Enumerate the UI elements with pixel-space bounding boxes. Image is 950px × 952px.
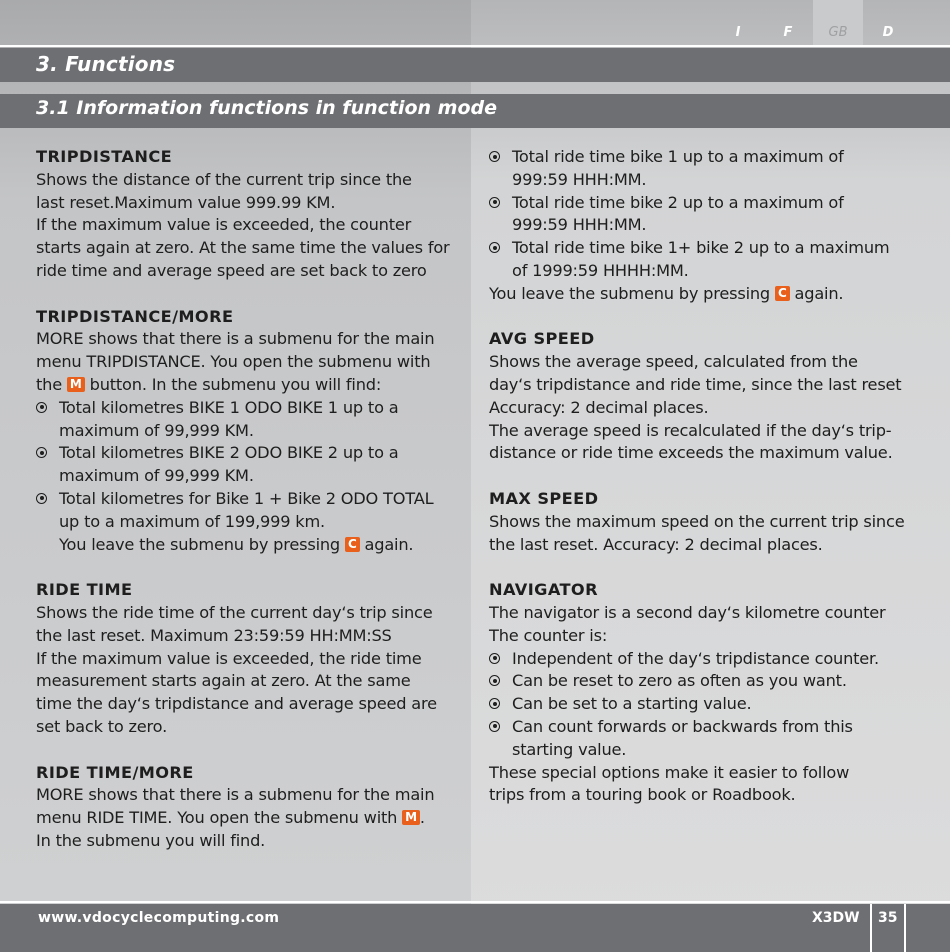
lang-tab-gb: GB xyxy=(813,0,863,46)
text-line: set back to zero. xyxy=(36,716,168,736)
text-line: Total kilometres BIKE 2 ODO BIKE 2 up to a xyxy=(59,443,399,463)
bullet-icon xyxy=(36,493,47,504)
text-line xyxy=(36,807,461,830)
text-line: Can count forwards or backwards from this xyxy=(512,716,853,736)
c-key-icon: C xyxy=(345,537,360,552)
bullet-icon xyxy=(36,402,47,413)
list-item xyxy=(489,670,919,693)
text-line: the last reset. Accuracy: 2 decimal places. xyxy=(489,534,823,554)
text-line: distance or ride time exceeds the maximum value. xyxy=(489,443,893,463)
bullet-icon xyxy=(36,447,47,458)
bullet-icon xyxy=(489,151,500,162)
text-line: Total ride time bike 2 up to a maximum of xyxy=(512,192,844,212)
text-line: Can be set to a starting value. xyxy=(512,694,752,714)
page-number: 35 xyxy=(878,910,898,926)
text-line: the last reset. Maximum 23:59:59 HH:MM:SS xyxy=(36,625,392,645)
text-line: starting value. xyxy=(512,739,627,759)
section-title: 3. Functions xyxy=(36,52,176,76)
bullet-icon xyxy=(489,197,500,208)
text-line: starts again at zero. At the same time the values for xyxy=(36,238,450,258)
footer-divider xyxy=(904,904,906,952)
text-line: up to a maximum of 199,999 km. xyxy=(59,511,325,531)
lang-tab-d: D xyxy=(882,25,894,40)
text-line: Total kilometres for Bike 1 + Bike 2 ODO TOTAL xyxy=(59,488,434,508)
text-line: If the maximum value is exceeded, the counter xyxy=(36,215,412,235)
text-line: day‘s tripdistance and ride time, since the last reset xyxy=(489,374,902,394)
footer-divider xyxy=(870,904,872,952)
text-line: These special options make it easier to follow xyxy=(489,762,850,782)
heading-avg-speed: AVG SPEED xyxy=(489,329,595,349)
text-line: The average speed is recalculated if the day‘s trip- xyxy=(489,420,892,440)
text-line: maximum of 99,999 KM. xyxy=(59,466,254,486)
text-line: time the day‘s tripdistance and average speed are xyxy=(36,694,437,714)
text-fragment: You leave the submenu by pressing xyxy=(59,534,341,554)
language-tabs xyxy=(713,0,913,46)
list-item xyxy=(489,716,919,762)
m-key-icon: M xyxy=(67,377,85,392)
text-fragment: again. xyxy=(794,283,844,303)
text-line: Total ride time bike 1+ bike 2 up to a maximum xyxy=(512,238,890,258)
text-line: MORE shows that there is a submenu for the main xyxy=(36,329,435,349)
text-line: In the submenu you will find. xyxy=(36,830,266,850)
text-line: Accuracy: 2 decimal places. xyxy=(489,397,709,417)
text-line xyxy=(489,283,919,306)
text-line: Independent of the day‘s tripdistance counter. xyxy=(512,648,879,668)
m-key-icon: M xyxy=(402,810,420,825)
text-line: menu TRIPDISTANCE. You open the submenu with xyxy=(36,352,431,372)
text-fragment: again. xyxy=(364,534,414,554)
text-line: Shows the ride time of the current day‘s trip since xyxy=(36,602,433,622)
lang-tab-f: F xyxy=(783,25,793,40)
c-key-icon: C xyxy=(775,286,790,301)
text-line xyxy=(36,534,461,557)
text-fragment: the xyxy=(36,374,62,394)
lang-tab-i: I xyxy=(735,25,741,40)
text-line: trips from a touring book or Roadbook. xyxy=(489,785,796,805)
text-line: maximum of 99,999 KM. xyxy=(59,420,254,440)
heading-tripdistance-more: TRIPDISTANCE/MORE xyxy=(36,306,234,326)
heading-max-speed: MAX SPEED xyxy=(489,488,599,508)
header-rule xyxy=(0,45,950,47)
text-line: measurement starts again at zero. At the same xyxy=(36,671,411,691)
text-line: Shows the distance of the current trip since the xyxy=(36,169,412,189)
text-line: 999:59 HHH:MM. xyxy=(512,169,647,189)
footer-rule xyxy=(0,901,950,903)
subsection-title: 3.1 Information functions in function mode xyxy=(36,97,498,119)
list-item xyxy=(489,693,919,716)
list-item xyxy=(36,488,461,534)
left-column xyxy=(36,146,461,853)
text-fragment: . xyxy=(419,808,425,828)
right-column xyxy=(489,146,919,807)
bullet-icon xyxy=(489,675,500,686)
text-line: last reset.Maximum value 999.99 KM. xyxy=(36,192,336,212)
text-line: of 1999:59 HHHH:MM. xyxy=(512,260,689,280)
footer-model: X3DW xyxy=(812,910,860,926)
list-item xyxy=(489,192,919,238)
footer-url: www.vdocyclecomputing.com xyxy=(38,910,280,926)
text-line: Shows the average speed, calculated from the xyxy=(489,352,858,372)
list-item xyxy=(36,397,461,443)
text-fragment: You leave the submenu by pressing xyxy=(489,283,771,303)
bullet-icon xyxy=(489,721,500,732)
text-line: Can be reset to zero as often as you want. xyxy=(512,671,847,691)
text-fragment: menu RIDE TIME. You open the submenu with xyxy=(36,808,398,828)
list-item xyxy=(36,442,461,488)
list-item xyxy=(489,648,919,671)
list-item xyxy=(489,146,919,192)
text-line: The navigator is a second day‘s kilometre counter xyxy=(489,602,886,622)
text-fragment: button. In the submenu you will find: xyxy=(89,374,382,394)
bullet-icon xyxy=(489,653,500,664)
text-line: MORE shows that there is a submenu for the main xyxy=(36,785,435,805)
heading-navigator: NAVIGATOR xyxy=(489,580,598,600)
text-line: 999:59 HHH:MM. xyxy=(512,215,647,235)
heading-ride-time: RIDE TIME xyxy=(36,580,133,600)
bullet-icon xyxy=(489,242,500,253)
text-line: If the maximum value is exceeded, the ride time xyxy=(36,648,422,668)
bullet-icon xyxy=(489,698,500,709)
text-line xyxy=(36,374,461,397)
text-line: Shows the maximum speed on the current trip since xyxy=(489,511,905,531)
heading-tripdistance: TRIPDISTANCE xyxy=(36,147,173,166)
text-line: The counter is: xyxy=(489,625,608,645)
text-line: ride time and average speed are set back to zero xyxy=(36,260,427,280)
text-line: Total kilometres BIKE 1 ODO BIKE 1 up to a xyxy=(59,397,399,417)
text-line: Total ride time bike 1 up to a maximum of xyxy=(512,147,844,166)
list-item xyxy=(489,237,919,283)
heading-ride-time-more: RIDE TIME/MORE xyxy=(36,762,194,782)
